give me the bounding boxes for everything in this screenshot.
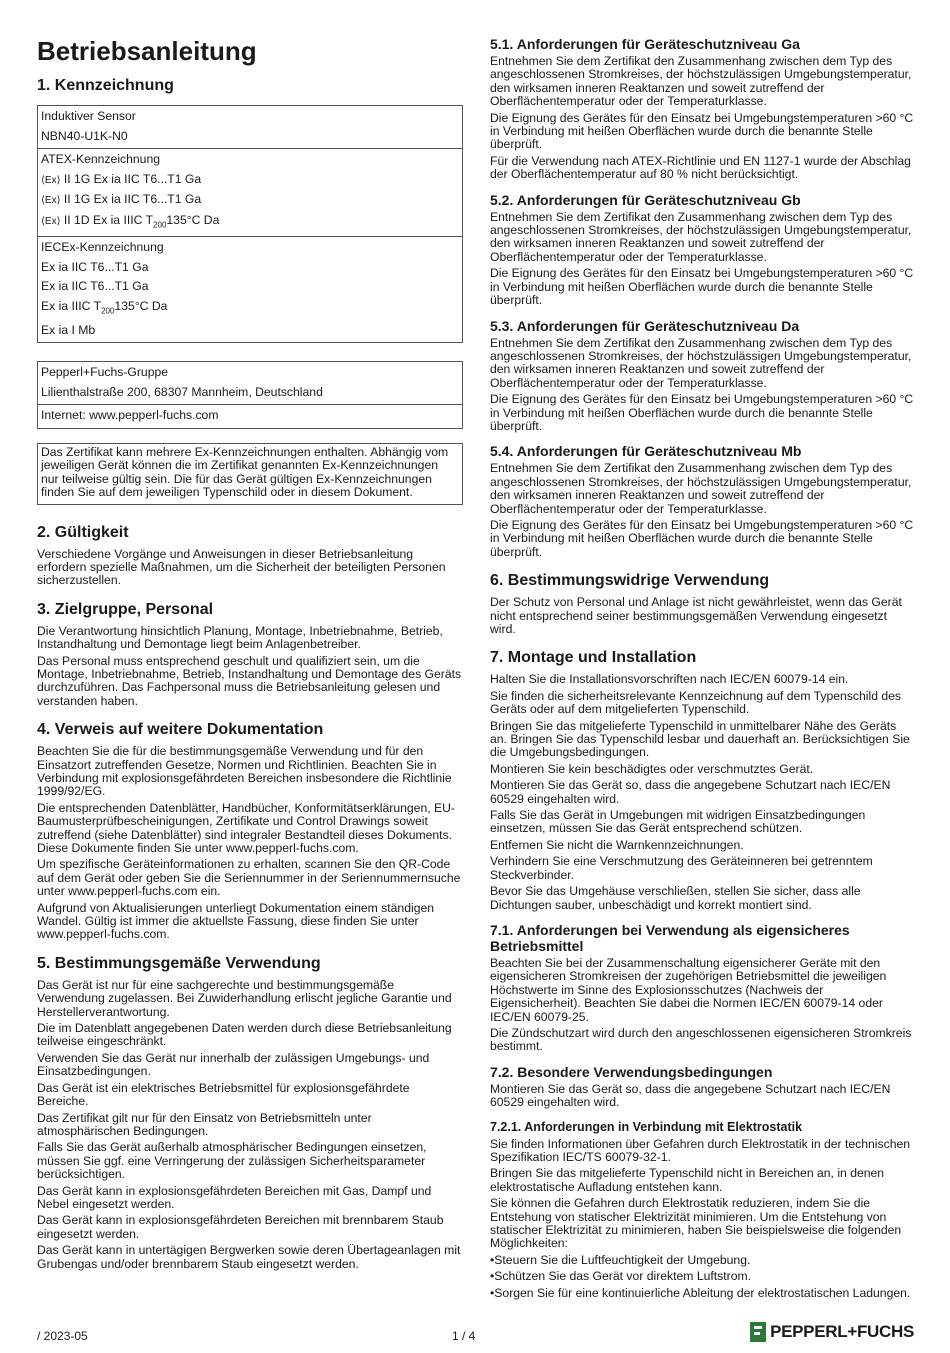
paragraph: Sie finden die sicherheitsrelevante Kennzeichnung auf dem Typenschild des Geräts oder auf dem mitgelieferten Typenschild. bbox=[490, 688, 902, 717]
paragraph: Das Gerät ist nur für eine sachgerechte und bestimmungsgemäße Verwendung zugelassen. Bei Zuwiderhandlung erlischt jegliche Garantie und Herstellerverantwortung. bbox=[37, 977, 452, 1019]
section-5-4 bbox=[490, 443, 914, 559]
manufacturer-website: Internet: www.pepperl-fuchs.com bbox=[41, 408, 219, 423]
paragraph: Die Eignung des Gerätes für den Einsatz bei Umgebungstemperaturen >60 °C in Verbindung mit heißen Oberflächen wurde durch die benannte Stelle überprüft. bbox=[490, 266, 914, 308]
paragraph: Bevor Sie das Umgehäuse verschließen, stellen Sie sicher, dass alle Dichtungen sauber, unbeschädigt und korrekt montiert sind. bbox=[490, 884, 861, 912]
section-5-1-heading: 5.1. Anforderungen für Geräteschutzniveau Ga bbox=[490, 36, 800, 52]
atex-marking: ⟨Ex⟩ II 1G Ex ia IIC T6...T1 Ga bbox=[41, 171, 202, 186]
iecex-marking: Ex ia IIIC $T_{200}135^\circ C$ Da bbox=[41, 298, 168, 316]
footer-page-number: 1 / 4 bbox=[452, 1329, 476, 1343]
manufacturer-box bbox=[37, 361, 463, 429]
section-7-2 bbox=[490, 1064, 914, 1110]
product-type: Induktiver Sensor bbox=[41, 109, 136, 123]
paragraph: Halten Sie die Installationsvorschriften nach IEC/EN 60079-14 ein. bbox=[490, 672, 849, 687]
ex-symbol-icon: ⟨Ex⟩ bbox=[41, 215, 61, 227]
product-model: NBN40-U1K-N0 bbox=[41, 128, 128, 143]
paragraph: Die Eignung des Gerätes für den Einsatz bei Umgebungstemperaturen >60 °C in Verbindung mit heißen Oberflächen wurde durch die benannte Stelle überprüft. bbox=[490, 517, 914, 559]
section-7-2-heading: 7.2. Besondere Verwendungsbedingungen bbox=[490, 1063, 773, 1080]
paragraph: Montieren Sie das Gerät so, dass die angegebene Schutzart nach IEC/EN 60529 eingehalten wird. bbox=[490, 778, 891, 806]
atex-group bbox=[38, 149, 462, 237]
paragraph: Das Gerät kann in untertägigen Bergwerken sowie deren Übertageanlagen mit Grubengas und/oder brennbarem Staub eingesetzt werden. bbox=[37, 1243, 461, 1271]
iecex-marking: Ex ia IIC T6...T1 Ga bbox=[41, 259, 149, 274]
paragraph: Das Personal muss entsprechend geschult und qualifiziert sein, um die Montage, Inbetriebnahme, Betrieb, Instandhaltung und Demontage des Geräts durchzuführen. Das Fachpersonal muss die Betriebsanleitung gelesen und verstanden haben. bbox=[37, 653, 462, 708]
bullet-item: • Sorgen Sie für eine kontinuierliche Ableitung der elektrostatischen Ladungen. bbox=[490, 1287, 914, 1300]
paragraph: Die Verantwortung hinsichtlich Planung, Montage, Inbetriebnahme, Betrieb, Instandhaltung und Demontage liegt beim Anlagenbetreiber. bbox=[37, 623, 443, 652]
paragraph: Falls Sie das Gerät in Umgebungen mit widrigen Einsatzbedingungen einsetzen, müssen Sie das Gerät entsprechend schützen. bbox=[490, 808, 866, 836]
ex-symbol-icon: ⟨Ex⟩ bbox=[41, 195, 61, 206]
section-2-heading: 2. Gültigkeit bbox=[37, 523, 129, 541]
atex-title: ATEX-Kennzeichnung bbox=[41, 152, 161, 166]
paragraph: Verschiedene Vorgänge und Anweisungen in dieser Betriebsanleitung erfordern spezielle Maßnahmen, um die Sicherheit der beteiligten Personen sicherzustellen. bbox=[37, 546, 446, 588]
iecex-title: IECEx-Kennzeichnung bbox=[41, 240, 164, 255]
section-5-3-heading: 5.3. Anforderungen für Geräteschutzniveau Da bbox=[490, 317, 800, 334]
footer-date: / 2023-05 bbox=[37, 1329, 88, 1343]
section-5-1 bbox=[490, 36, 914, 182]
right-column bbox=[490, 36, 914, 1303]
paragraph: Verhindern Sie eine Verschmutzung des Geräteinneren bei getrenntem Steckverbinder. bbox=[490, 854, 873, 882]
logo-mark-icon bbox=[750, 1322, 766, 1342]
paragraph: Die entsprechenden Datenblätter, Handbücher, Konformitätserklärungen, EU-Baumusterprüfbescheinigungen, Zertifikate und Control Drawings soweit zutreffend (siehe Datenblätter) sind integraler Bestandteil dieses Dokuments. Diese Dokumente finden Sie unter www.pepperl-fuchs.com. bbox=[37, 800, 456, 855]
section-4-heading: 4. Verweis auf weitere Dokumentation bbox=[37, 721, 324, 739]
document-title: Betriebsanleitung bbox=[37, 36, 257, 66]
section-6-heading: 6. Bestimmungswidrige Verwendung bbox=[490, 572, 770, 590]
section-5-2-heading: 5.2. Anforderungen für Geräteschutzniveau Gb bbox=[490, 191, 801, 208]
section-5 bbox=[37, 954, 463, 1271]
paragraph: Sie können die Gefahren durch Elektrostatik reduzieren, indem Sie die Entstehung von statischer Elektrizität minimieren. Um die Entstehung von statischer Elektrizität zu minimieren, haben Sie beispielsweise die folgenden Möglichkeiten: bbox=[490, 1196, 902, 1251]
section-4 bbox=[37, 720, 463, 942]
certificate-note bbox=[37, 443, 463, 505]
paragraph: Entfernen Sie nicht die Warnkennzeichnungen. bbox=[490, 837, 744, 852]
section-2 bbox=[37, 523, 463, 588]
ex-symbol-icon: ⟨Ex⟩ bbox=[41, 174, 61, 186]
left-column bbox=[37, 36, 463, 1283]
paragraph: Das Zertifikat gilt nur für den Einsatz von Betriebsmitteln unter atmosphärischen Bedingungen. bbox=[37, 1110, 372, 1138]
marking-box bbox=[37, 105, 463, 343]
note-text: Das Zertifikat kann mehrere Ex-Kennzeichnungen enthalten. Abhängig vom jeweiligen Gerät können die im Zertifikat genannten Ex-Kennzeichnungen nur teilweise gültig sein. Die für das Gerät gültigen Ex-Kennzeichnungen finden Sie auf dem jeweiligen Typenschild oder in diesem Dokument. bbox=[41, 444, 449, 500]
section-3 bbox=[37, 600, 463, 708]
paragraph: Verwenden Sie das Gerät nur innerhalb der zulässigen Umgebungs- und Einsatzbedingungen. bbox=[37, 1050, 430, 1079]
bullet-item: • Schützen Sie das Gerät vor direktem Luftstrom. bbox=[490, 1270, 914, 1283]
section-7 bbox=[490, 648, 914, 912]
paragraph: Beachten Sie die für die bestimmungsgemäße Verwendung und für den Einsatzort zutreffenden Gesetze, Normen und Richtlinien. Beachten Sie in Verbindung mit explosionsgefährdeten Bereichen insbesondere die Richtlinie 1999/92/EG. bbox=[37, 744, 452, 799]
paragraph: Bringen Sie das mitgelieferte Typenschild nicht in Bereichen an, in denen elektrostatische Aufladung entstehen kann. bbox=[490, 1166, 885, 1194]
paragraph: Die im Datenblatt angegebenen Daten werden durch diese Betriebsanleitung teilweise eingeschränkt. bbox=[37, 1021, 452, 1049]
manufacturer-web-group bbox=[38, 405, 462, 428]
paragraph: Die Zündschutzart wird durch den angeschlossenen eigensicheren Stromkreis bestimmt. bbox=[490, 1025, 912, 1054]
section-5-heading: 5. Bestimmungsgemäße Verwendung bbox=[37, 954, 321, 972]
paragraph: Montieren Sie kein beschädigtes oder verschmutztes Gerät. bbox=[490, 761, 814, 776]
paragraph: Entnehmen Sie dem Zertifikat den Zusammenhang zwischen dem Typ des angeschlossenen Stromkreises, der höchstzulässigen Umgebungstemperatur, den wirksamen inneren Reaktanzen und soweit zutreffend der Oberflächentemperatur oder der Temperaturklasse. bbox=[490, 54, 912, 109]
paragraph: Sie finden Informationen über Gefahren durch Elektrostatik in der technischen Spezifikation IEC/TS 60079-32-1. bbox=[490, 1136, 911, 1164]
section-7-heading: 7. Montage und Installation bbox=[490, 649, 697, 667]
logo-text: PEPPERL+FUCHS bbox=[770, 1322, 914, 1341]
section-7-1-heading: 7.1. Anforderungen bei Verwendung als eigensicheres Betriebsmittel bbox=[490, 921, 850, 954]
section-7-2-1 bbox=[490, 1120, 914, 1300]
section-7-1 bbox=[490, 922, 914, 1054]
paragraph: Für die Verwendung nach ATEX-Richtlinie und EN 1127-1 wurde der Abschlag der Oberflächentemperatur auf 80 % nicht berücksichtigt. bbox=[490, 153, 911, 182]
section-1-heading: 1. Kennzeichnung bbox=[37, 77, 174, 94]
paragraph: Um spezifische Geräteinformationen zu erhalten, scannen Sie den QR-Code auf dem Gerät oder geben Sie die Seriennummer in der Seriennummernsuche unter www.pepperl-fuchs.com ein. bbox=[37, 857, 461, 899]
paragraph: Entnehmen Sie dem Zertifikat den Zusammenhang zwischen dem Typ des angeschlossenen Stromkreises, der höchstzulässigen Umgebungstemperatur, den wirksamen inneren Reaktanzen und soweit zutreffend der Oberflächentemperatur oder der Temperaturklasse. bbox=[490, 335, 912, 390]
manufacturer-group bbox=[38, 362, 462, 405]
paragraph: Die Eignung des Gerätes für den Einsatz bei Umgebungstemperaturen >60 °C in Verbindung mit heißen Oberflächen wurde durch die benannte Stelle überprüft. bbox=[490, 110, 914, 152]
paragraph: Bringen Sie das mitgelieferte Typenschild in unmittelbarer Nähe des Geräts an. Bringen Sie das Typenschild lesbar und dauerhaft an. Berücksichtigen Sie die Umgebungsbedingungen. bbox=[490, 718, 910, 760]
section-6 bbox=[490, 571, 914, 636]
section-3-heading: 3. Zielgruppe, Personal bbox=[37, 600, 214, 618]
atex-marking: ⟨Ex⟩ II 1D Ex ia IIIC $T_{200}135^\circ C$ Da bbox=[41, 212, 220, 229]
company-logo bbox=[750, 1322, 914, 1342]
manufacturer-address: Lilienthalstraße 200, 68307 Mannheim, Deutschland bbox=[41, 384, 323, 399]
paragraph: Das Gerät ist ein elektrisches Betriebsmittel für explosionsgefährdete Bereiche. bbox=[37, 1080, 410, 1109]
paragraph: Entnehmen Sie dem Zertifikat den Zusammenhang zwischen dem Typ des angeschlossenen Stromkreises, der höchstzulässigen Umgebungstemperatur, den wirksamen inneren Reaktanzen und soweit zutreffend der Oberflächentemperatur oder der Temperaturklasse. bbox=[490, 461, 912, 516]
paragraph: Aufgrund von Aktualisierungen unterliegt Dokumentation einem ständigen Wandel. Gültig ist immer die aktuellste Fassung, diese finden Sie unter www.pepperl-fuchs.com. bbox=[37, 900, 435, 942]
paragraph: Das Gerät kann in explosionsgefährdeten Bereichen mit Gas, Dampf und Nebel eingesetzt werden. bbox=[37, 1183, 432, 1211]
paragraph: Entnehmen Sie dem Zertifikat den Zusammenhang zwischen dem Typ des angeschlossenen Stromkreises, der höchstzulässigen Umgebungstemperatur, den wirksamen inneren Reaktanzen und soweit zutreffend der Oberflächentemperatur oder der Temperaturklasse. bbox=[490, 209, 912, 264]
iecex-marking: Ex ia I Mb bbox=[41, 322, 96, 337]
section-5-2 bbox=[490, 192, 914, 308]
paragraph: Montieren Sie das Gerät so, dass die angegebene Schutzart nach IEC/EN 60529 eingehalten wird. bbox=[490, 1081, 891, 1110]
section-7-2-1-heading: 7.2.1. Anforderungen in Verbindung mit Elektrostatik bbox=[490, 1119, 803, 1134]
iecex-group bbox=[38, 237, 462, 342]
iecex-marking: Ex ia IIC T6...T1 Ga bbox=[41, 279, 149, 294]
paragraph: Der Schutz von Personal und Anlage ist nicht gewährleistet, wenn das Gerät nicht entsprechend seiner bestimmungsgemäßen Verwendung eingesetzt wird. bbox=[490, 595, 902, 636]
product-group bbox=[38, 106, 462, 149]
section-5-4-heading: 5.4. Anforderungen für Geräteschutzniveau Mb bbox=[490, 443, 802, 460]
paragraph: Die Eignung des Gerätes für den Einsatz bei Umgebungstemperaturen >60 °C in Verbindung mit heißen Oberflächen wurde durch die benannte Stelle überprüft. bbox=[490, 392, 914, 433]
paragraph: Falls Sie das Gerät außerhalb atmosphärischer Bedingungen einsetzen, müssen Sie ggf. eine Verringerung der zulässigen Sicherheitsparameter berücksichtigen. bbox=[37, 1140, 427, 1182]
paragraph: Das Gerät kann in explosionsgefährdeten Bereichen mit brennbarem Staub eingesetzt werden. bbox=[37, 1213, 444, 1241]
atex-marking: ⟨Ex⟩ II 1G Ex ia IIC T6...T1 Ga bbox=[41, 192, 202, 206]
manufacturer-name: Pepperl+Fuchs-Gruppe bbox=[41, 365, 169, 380]
paragraph: Beachten Sie bei der Zusammenschaltung eigensicherer Geräte mit den eigensicheren Stromkreisen der zugehörigen Betriebsmittel die jeweiligen Höchstwerte im Sinne des Explosionsschutzes (Nachweis der Eigensicherheit). Beachten Sie dabei die Normen IEC/EN 60079-14 oder IEC/EN 60079-25. bbox=[490, 955, 887, 1024]
section-5-3 bbox=[490, 318, 914, 434]
bullet-item: • Steuern Sie die Luftfeuchtigkeit der Umgebung. bbox=[490, 1254, 914, 1267]
